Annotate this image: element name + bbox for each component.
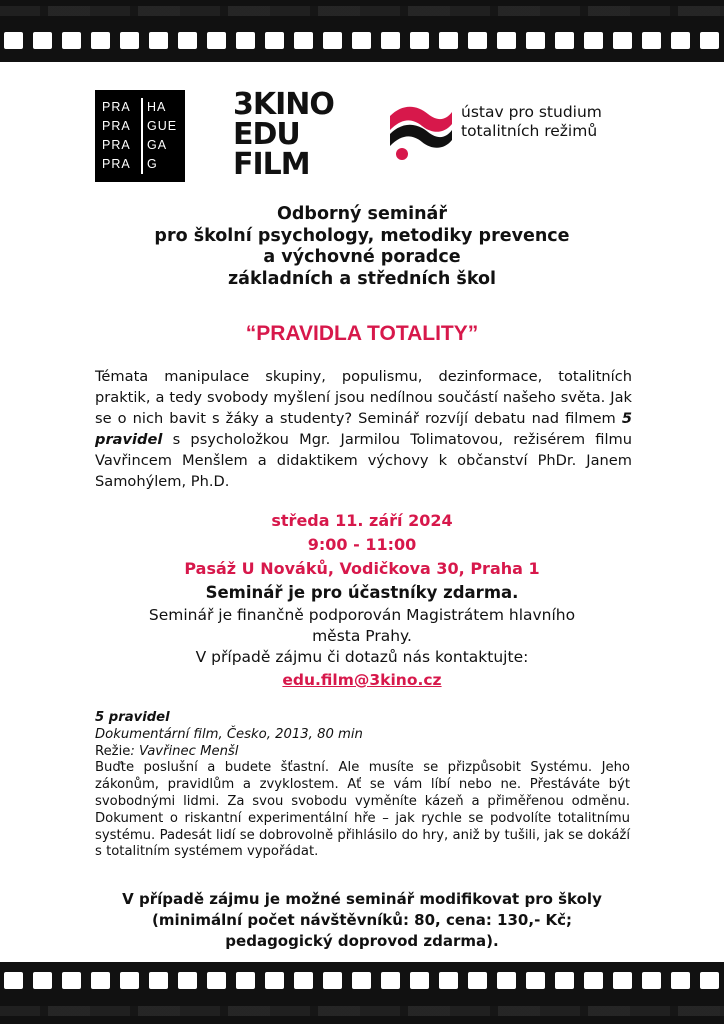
headline-line: Odborný seminář: [277, 204, 447, 224]
intro-text: s psycholožkou Mgr. Jarmilou Tolimatovou, režisérem filmu Vavřincem Menšlem a didaktikem výchovy k občanství PhDr. Janem Samohýlem, Ph.D.: [95, 431, 632, 490]
film-hole: [207, 972, 226, 989]
film-hole: [33, 32, 52, 49]
film-hole: [62, 32, 81, 49]
logo-row: [95, 87, 635, 185]
film-hole: [642, 32, 661, 49]
event-info: [70, 509, 654, 692]
event-time: 9:00 - 11:00: [307, 535, 417, 554]
film-hole: [468, 972, 487, 989]
footer-note: [70, 889, 654, 952]
3kino-edu-film-logo: [233, 87, 363, 182]
film-strip-top: [0, 0, 724, 62]
film-hole: [236, 32, 255, 49]
footer-line: pedagogický doprovod zdarma).: [225, 932, 499, 950]
funding-note: města Prahy.: [312, 627, 412, 645]
film-hole: [149, 972, 168, 989]
event-date: středa 11. září 2024: [271, 511, 453, 530]
film-hole: [526, 972, 545, 989]
film-hole: [555, 972, 574, 989]
contact-prompt: V případě zájmu či dotazů nás kontaktujte:: [195, 648, 529, 666]
film-hole: [497, 32, 516, 49]
praha-logo-text: PRA: [102, 157, 131, 171]
seminar-headline: [70, 204, 654, 290]
film-hole: [265, 972, 284, 989]
film-hole: [207, 32, 226, 49]
footer-line: (minimální počet návštěvníků: 80, cena: 130,- Kč;: [151, 911, 573, 929]
film-title-inline: 5 pravidel: [95, 410, 632, 448]
praha-logo-text: PRA: [102, 138, 131, 152]
movie-description: Buďte poslušní a budete šťastní. Ale musíte se přizpůsobit Systému. Jeho zákonům, pravidlům a zvyklostem. Ať se vám líbí nebo ne. Přestáváte být svobodnými lidmi. Za svou svobodu vyměníte kázeň a přiměřenou odměnu. Dokument o riskantní experimentální hře – jak rychle se podvolíte totalitnímu systému. Padesát lidí se dobrovolně přihlásilo do hry, aniž by tušili, jak se dokáží s totalitním systémem vypořádat.: [95, 760, 630, 860]
film-hole: [671, 972, 690, 989]
film-strip-bottom: [0, 962, 724, 1024]
event-place: Pasáž U Nováků, Vodičkova 30, Praha 1: [184, 559, 540, 578]
praha-logo-text: GA: [147, 138, 168, 152]
ustr-logo: [388, 102, 638, 172]
praha-logo-text: PRA: [102, 100, 131, 114]
film-hole: [178, 972, 197, 989]
film-hole: [62, 972, 81, 989]
headline-line: základních a středních škol: [227, 268, 497, 289]
film-hole: [526, 32, 545, 49]
film-hole: [410, 32, 429, 49]
film-hole: [265, 32, 284, 49]
film-hole: [410, 972, 429, 989]
film-hole: [642, 972, 661, 989]
praha-logo: [95, 90, 185, 182]
director-name: : Vavřinec Menšl: [130, 743, 239, 759]
film-perforations: [4, 972, 719, 989]
film-hole: [91, 32, 110, 49]
film-hole: [294, 972, 313, 989]
movie-meta: Dokumentární film, Česko, 2013, 80 min: [95, 726, 363, 742]
headline-line: a výchovné poradce: [263, 247, 461, 267]
film-hole: [91, 972, 110, 989]
film-hole: [700, 32, 719, 49]
film-hole: [497, 972, 516, 989]
ustr-flag-icon: [388, 102, 454, 162]
kino-logo-line: EDU: [233, 117, 300, 152]
film-hole: [584, 972, 603, 989]
film-hole: [613, 32, 632, 49]
free-admission-note: Seminář je pro účastníky zdarma.: [205, 583, 519, 602]
film-hole: [323, 972, 342, 989]
film-hole: [700, 972, 719, 989]
film-hole: [120, 972, 139, 989]
kino-logo-line: FILM: [233, 147, 310, 182]
praha-logo-text: G: [147, 157, 158, 171]
film-hole: [4, 972, 23, 989]
film-hole: [178, 32, 197, 49]
movie-title: 5 pravidel: [95, 710, 170, 725]
praha-logo-text: HA: [147, 100, 167, 114]
seminar-title: “PRAVIDLA TOTALITY”: [245, 322, 479, 345]
ustr-logo-text: ústav pro studium: [461, 103, 602, 121]
film-hole: [584, 32, 603, 49]
film-hole: [381, 972, 400, 989]
film-hole: [468, 32, 487, 49]
film-hole: [352, 972, 371, 989]
film-texture: [0, 6, 724, 16]
footer-line: V případě zájmu je možné seminář modifikovat pro školy: [122, 890, 602, 908]
film-hole: [33, 972, 52, 989]
film-hole: [236, 972, 255, 989]
praha-logo-text: PRA: [102, 119, 131, 133]
film-hole: [323, 32, 342, 49]
ustr-logo-text: totalitních režimů: [461, 122, 598, 140]
film-hole: [439, 972, 458, 989]
film-hole: [149, 32, 168, 49]
film-hole: [555, 32, 574, 49]
film-perforations: [4, 32, 719, 49]
funding-note: Seminář je finančně podporován Magistrátem hlavního: [148, 606, 576, 624]
film-hole: [120, 32, 139, 49]
kino-logo-line: 3KINO: [233, 87, 334, 122]
movie-info: [95, 710, 630, 861]
film-texture: [0, 1006, 724, 1016]
film-hole: [439, 32, 458, 49]
film-hole: [381, 32, 400, 49]
film-hole: [294, 32, 313, 49]
intro-paragraph: [95, 366, 632, 492]
headline-line: pro školní psychology, metodiky prevence: [154, 225, 570, 246]
film-hole: [613, 972, 632, 989]
director-label: Režie: [95, 743, 131, 759]
contact-email-link[interactable]: edu.film@3kino.cz: [282, 671, 442, 689]
praha-logo-text: GUE: [147, 119, 178, 133]
intro-text: Témata manipulace skupiny, populismu, dezinformace, totalitních praktik, a tedy svobody myšlení jsou nedílnou součástí našeho světa. Jak se o nich bavit s žáky a studenty? Seminář rozvíjí debatu nad filmem: [95, 368, 632, 427]
film-hole: [352, 32, 371, 49]
film-hole: [4, 32, 23, 49]
film-hole: [671, 32, 690, 49]
